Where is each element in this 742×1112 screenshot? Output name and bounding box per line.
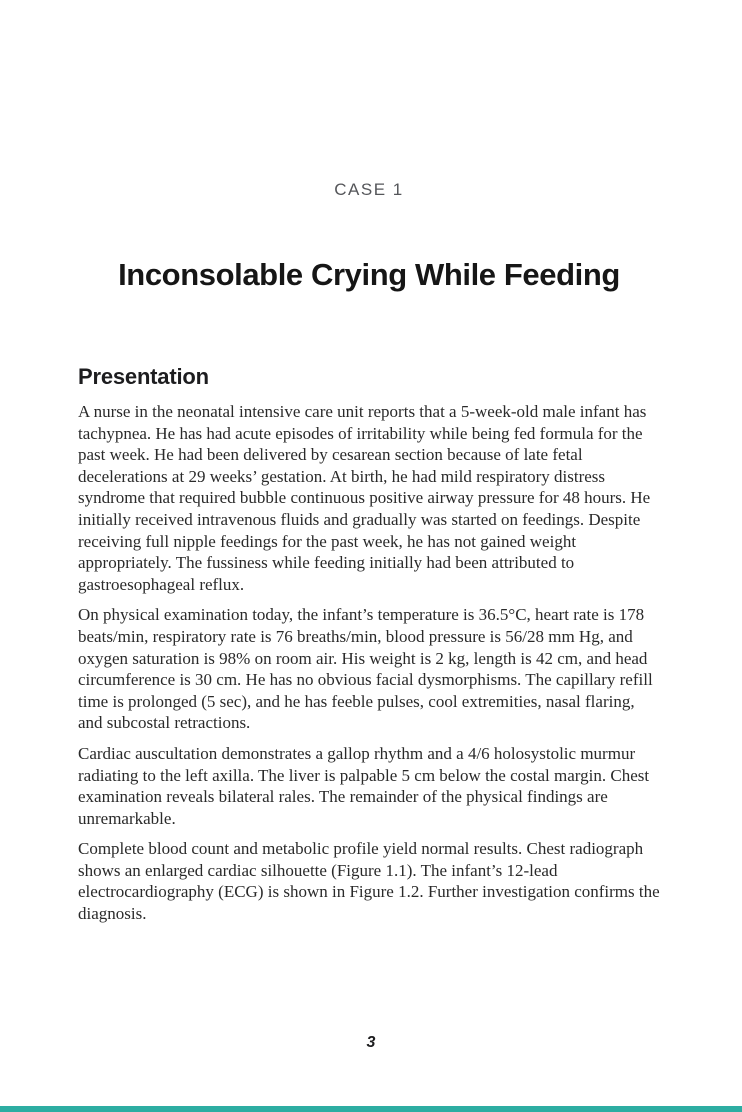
- paragraph-workup: Complete blood count and metabolic profile yield normal results. Chest radiograph shows an enlarged cardiac silhouette (Figure 1.1). The infant’s 12-lead electrocardiography (ECG) is shown in Figure 1.2. Further investigation confirms the diagnosis.: [78, 839, 660, 924]
- body-text: [78, 401, 660, 925]
- paragraph-cardiac-findings: Cardiac auscultation demonstrates a gallop rhythm and a 4/6 holosystolic murmur radiating to the left axilla. The liver is palpable 5 cm below the costal margin. Chest examination reveals bilateral rales. The remainder of the physical findings are unremarkable.: [78, 743, 650, 828]
- chapter-title: Inconsolable Crying While Feeding: [118, 257, 620, 292]
- page-number: 3: [366, 1034, 376, 1051]
- case-label: CASE 1: [334, 180, 404, 199]
- paragraph-history: A nurse in the neonatal intensive care unit reports that a 5-week-old male infant has tachypnea. He has had acute episodes of irritability while being fed formula for the past week. He had been delivered by cesarean section because of late fetal decelerations at 29 weeks’ gestation. At birth, he had mild respiratory distress syndrome that required bubble continuous positive airway pressure for 48 hours. He initially received intravenous fluids and gradually was started on feedings. Despite receiving full nipple feedings for the past week, he has not gained weight appropriately. The fussiness while feeding initially had been attributed to gastroesophageal reflux.: [78, 402, 651, 594]
- section-heading-presentation: Presentation: [78, 364, 209, 389]
- footer-accent-bar: [0, 1106, 742, 1112]
- paragraph-physical-exam: On physical examination today, the infant’s temperature is 36.5°C, heart rate is 178 beats/min, respiratory rate is 76 breaths/min, blood pressure is 56/28 mm Hg, and oxygen saturation is 98% on room air. His weight is 2 kg, length is 42 cm, and head circumference is 30 cm. He has no obvious facial dysmorphisms. The capillary refill time is prolonged (5 sec), and he has feeble pulses, cool extremities, nasal flaring, and subcostal retractions.: [78, 605, 653, 733]
